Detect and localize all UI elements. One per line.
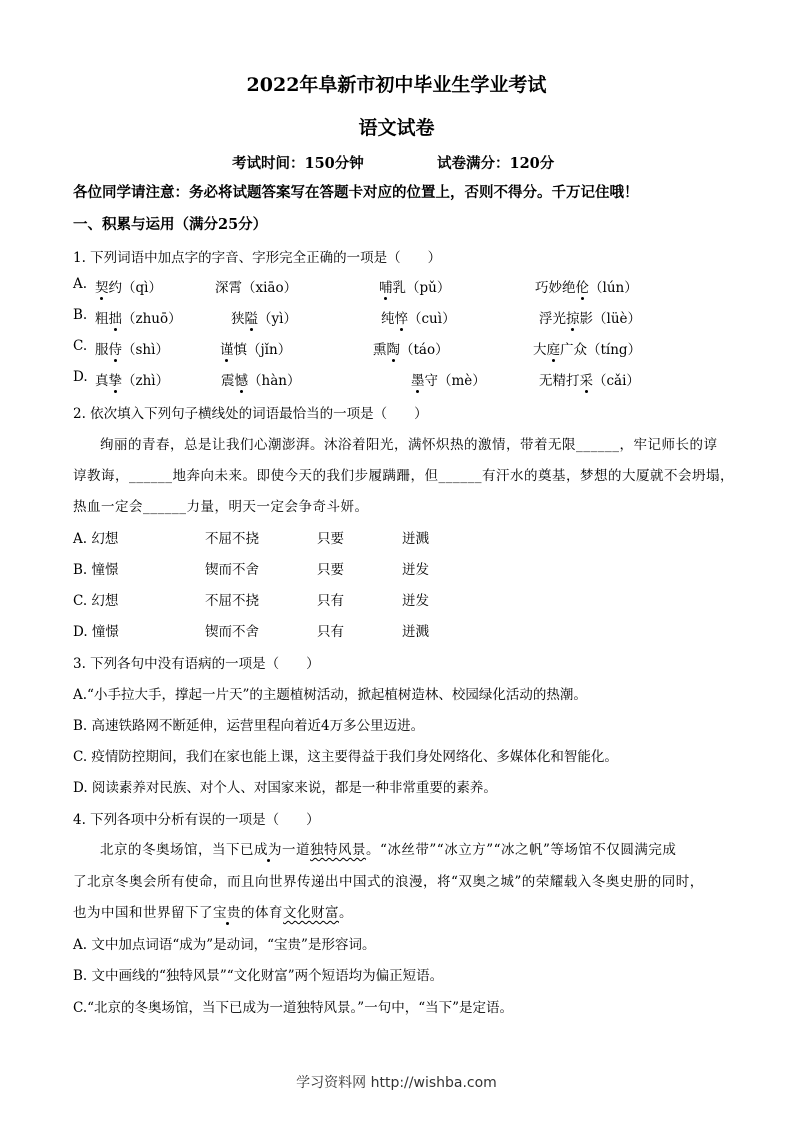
q2-option-d: D. 憧憬 锲而不舍 只有 迸溅	[73, 624, 429, 640]
q4-passage-line1: 北京的冬奥场馆，当下已成为一道独特风景。“冰丝带”“冰立方”“冰之帆”等场馆不仅圆满完成	[100, 842, 677, 858]
exam-time: 考试时间：150分钟	[232, 155, 364, 172]
page-title: 2022年阜新市初中毕业生学业考试	[246, 74, 547, 96]
notice: 各位同学请注意：务必将试题答案写在答题卡对应的位置上，否则不得分。千万记住哦！	[73, 184, 639, 201]
q4-option-c: C.“北京的冬奥场馆，当下已成为一道独特风景。”一句中，“当下”是定语。	[73, 1000, 513, 1016]
q4-passage-line2: 了北京冬奥会所有使命，而且向世界传递出中国式的浪漫，将“双奥之城”的荣耀载入冬奥史册的同时，	[73, 874, 704, 890]
q4-option-b: B. 文中画线的“独特风景”“文化财富”两个短语均为偏正短语。	[73, 968, 444, 984]
q1-option-b: B. 粗拙（zhuō） 狭隘（yì） 纯悴（cuì） 浮光掠影（lüè）	[73, 307, 642, 327]
q2-option-a: A. 幻想 不屈不挠 只要 迸溅	[73, 531, 429, 547]
q1-stem: 1. 下列词语中加点字的字音、字形完全正确的一项是（ ）	[73, 250, 442, 266]
q4-passage-line3: 也为中国和世界留下了宝贵的体育文化财富。	[73, 905, 353, 921]
q2-stem: 2. 依次填入下列句子横线处的词语最恰当的一项是（ ）	[73, 406, 428, 422]
section-heading: 一、积累与运用（满分25分）	[73, 216, 268, 233]
q1-option-c: C. 服侍（shì） 谨慎（jǐn） 熏陶（táo） 大庭广众（tíng）	[73, 338, 642, 358]
q3-option-c: C. 疫情防控期间，我们在家也能上课，这主要得益于我们身处网络化、多媒体化和智能化。	[73, 749, 618, 765]
q3-stem: 3. 下列各句中没有语病的一项是（ ）	[73, 656, 320, 672]
q2-option-c: C. 幻想 不屈不挠 只有 迸发	[73, 593, 429, 609]
q3-option-b: B. 高速铁路网不断延伸，运营里程向着近4万多公里迈进。	[73, 718, 425, 734]
q3-option-a: A.“小手拉大手，撑起一片天”的主题植树活动，掀起植树造林、校园绿化活动的热潮。	[73, 687, 587, 703]
full-score: 试卷满分：120分	[437, 155, 555, 172]
q2-passage-line1: 绚丽的青春，总是让我们心潮澎湃。沐浴着阳光，满怀炽热的激情，带着无限______，牢记师长的谆	[100, 437, 718, 453]
q2-option-b: B. 憧憬 锲而不舍 只要 迸发	[73, 562, 429, 578]
q3-option-d: D. 阅读素养对民族、对个人、对国家来说，都是一种非常重要的素养。	[73, 780, 497, 796]
q4-stem: 4. 下列各项中分析有误的一项是（ ）	[73, 812, 320, 828]
q1-option-a: A. 契约（qì） 深霄（xiāo） 哺乳（pǔ） 巧妙绝伦（lún）	[73, 276, 638, 296]
page-subtitle: 语文试卷	[358, 117, 435, 139]
q2-passage-line2: 谆教诲，______地奔向未来。即使今天的我们步履蹒跚，但______有汗水的奠基，梦想的大厦就不会坍塌，	[73, 468, 734, 484]
q1-option-d: D. 真挚（zhì） 震憾（hàn） 墨守（mè） 无精打采（cǎi）	[73, 369, 640, 389]
q4-option-a: A. 文中加点词语“成为”是动词，“宝贵”是形容词。	[73, 937, 376, 953]
q2-passage-line3: 热血一定会______力量，明天一定会争奇斗妍。	[73, 499, 369, 515]
footer-watermark: 学习资料网 http://wishba.com	[296, 1075, 497, 1091]
